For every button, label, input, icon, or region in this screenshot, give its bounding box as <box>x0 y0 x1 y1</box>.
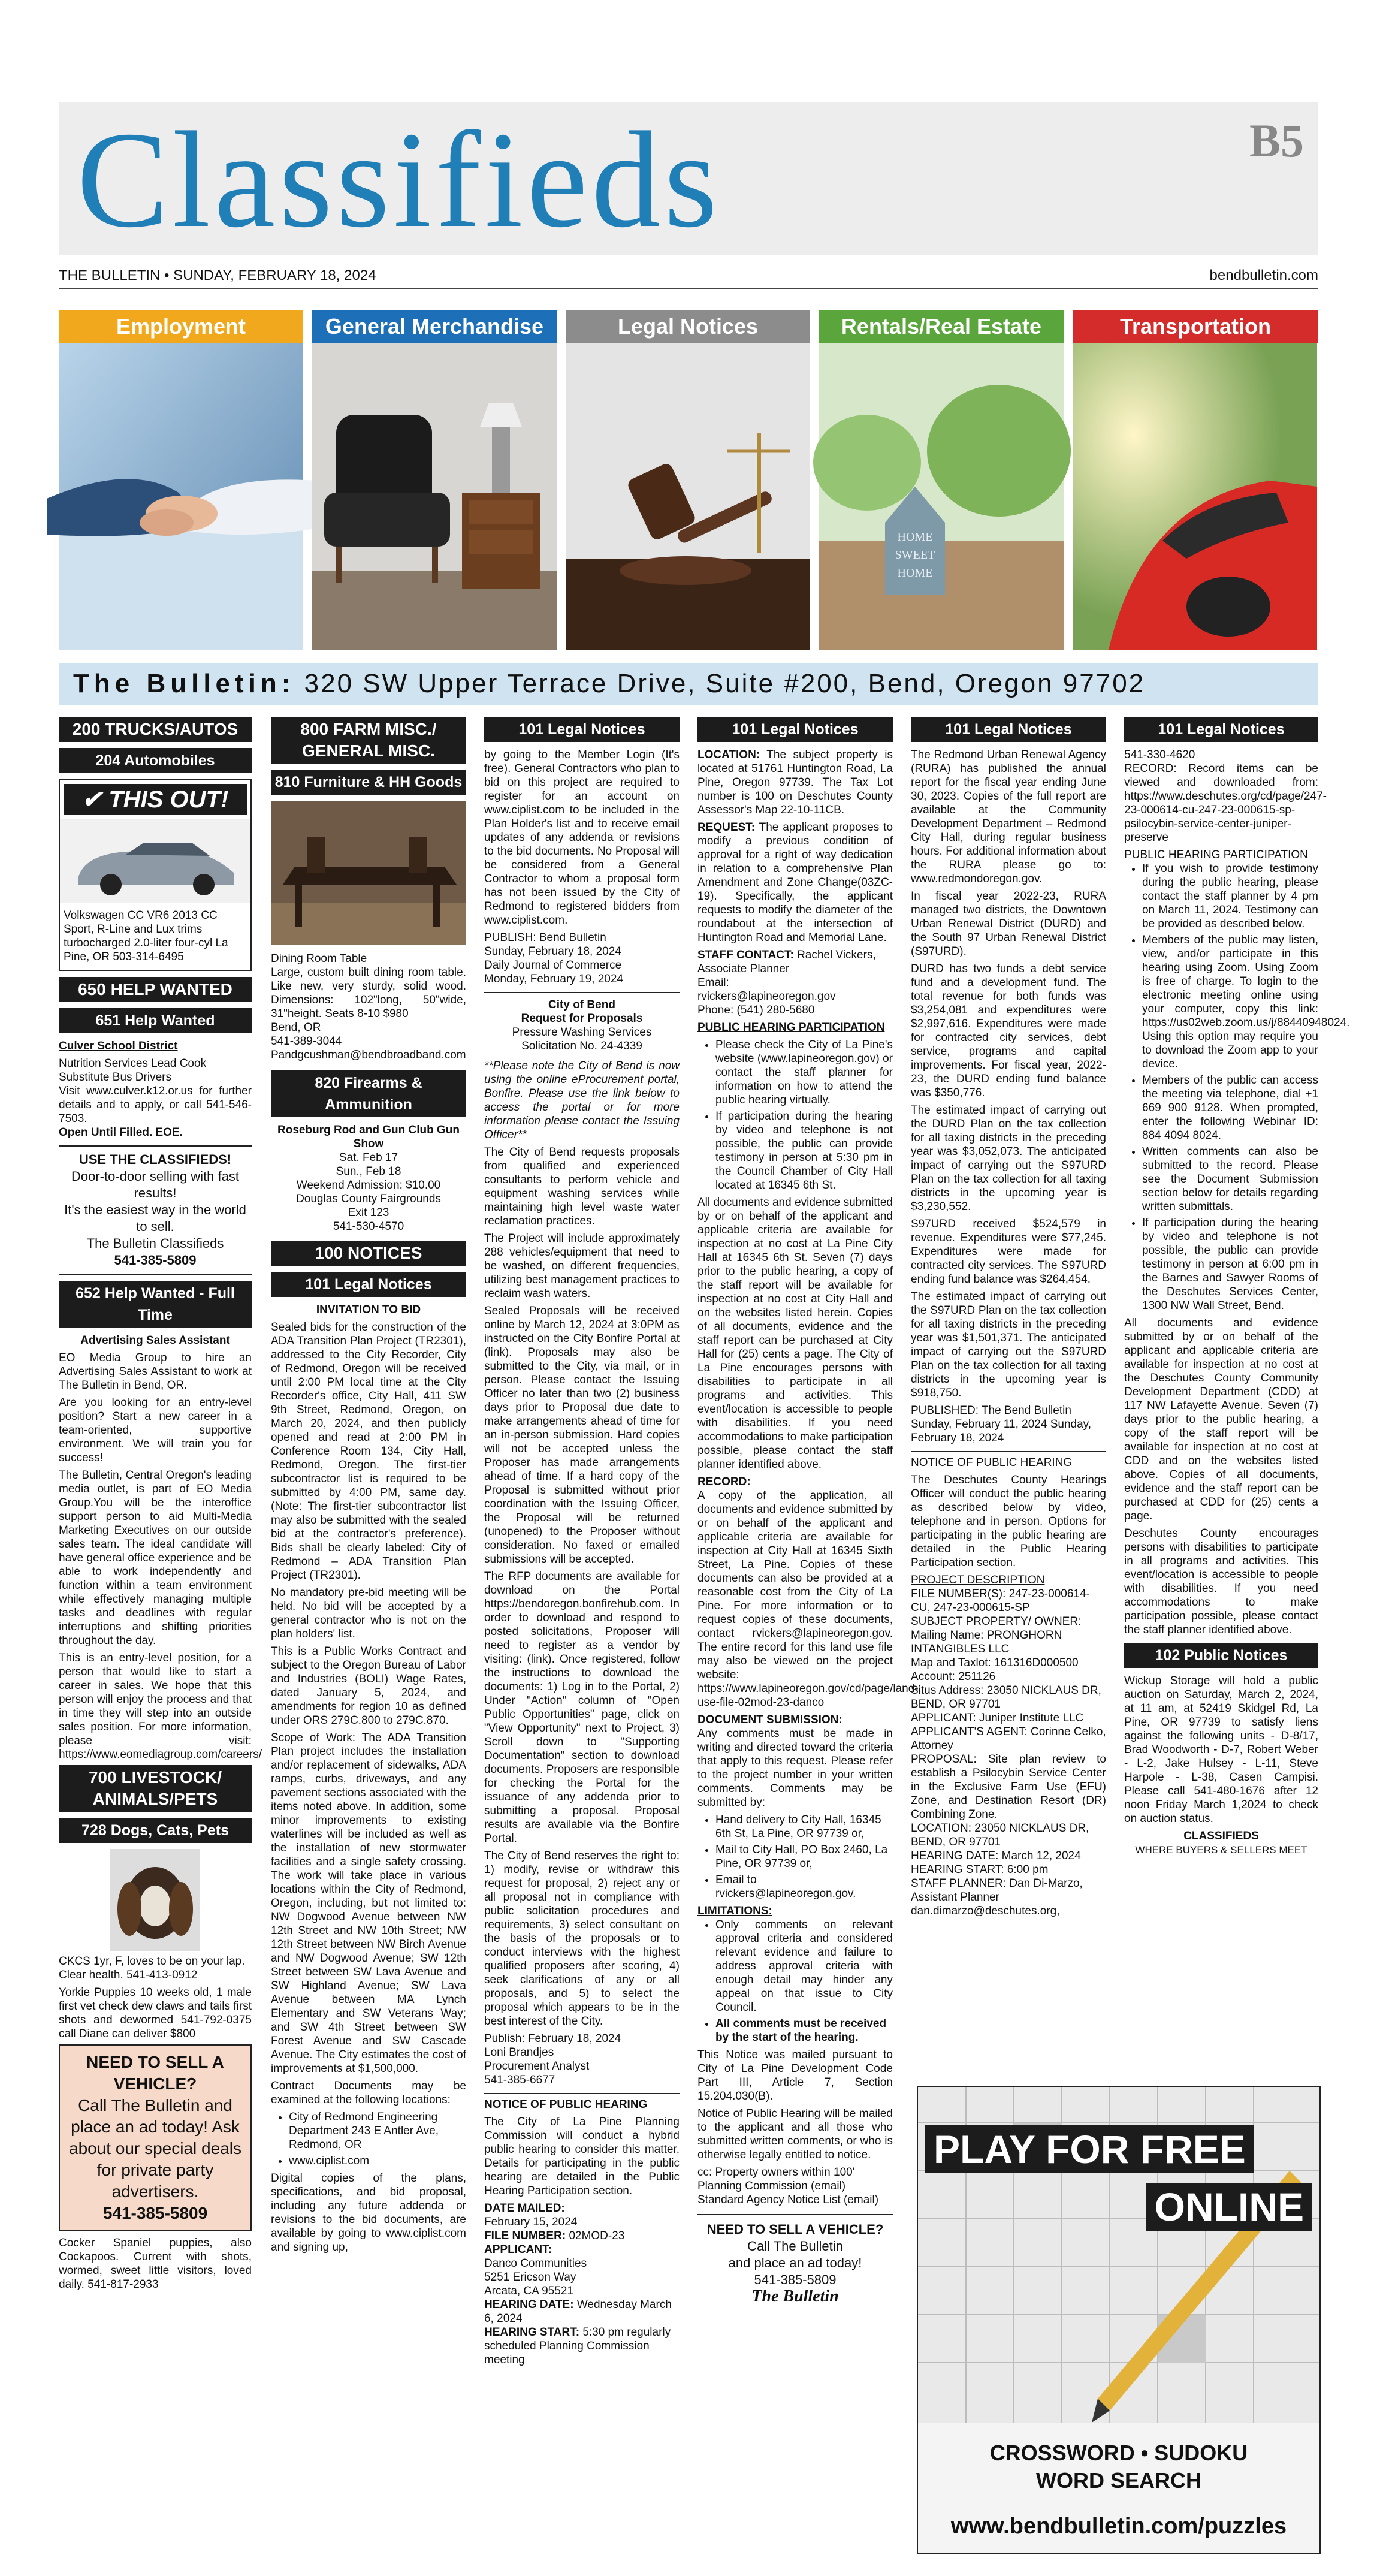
situs-address: Situs Address: 23050 NICKLAUS DR, BEND, OR 97701 <box>911 1684 1101 1711</box>
use-classifieds-phone: 541-385-5809 <box>114 1253 197 1268</box>
heading-firearms: 820 Firearms & Ammunition <box>271 1070 466 1117</box>
svg-text:SWEET: SWEET <box>895 548 935 562</box>
deschutes-hearing-intro: The Deschutes County Hearings Officer will conduct the public hearing as described below by video, telephone and in person. Options for participating in the public hearing are detailed in the Public Hearing Participation section. <box>911 1474 1106 1569</box>
staff-contact-label: STAFF CONTACT: <box>697 949 794 961</box>
gun-show-phone: 541-530-4570 <box>333 1220 404 1233</box>
category-label: Legal Notices <box>566 310 810 343</box>
puzzle-promo[interactable] <box>917 2086 1321 2554</box>
request-label: REQUEST: <box>697 821 756 834</box>
table-phone: 541-389-3044 <box>271 1035 342 1048</box>
rfp-publish: Publish: February 18, 2024 <box>484 2032 621 2045</box>
participation-list <box>697 1038 893 1192</box>
hearing-intro: The City of La Pine Planning Commission will conduct a hybrid public hearing to consider this matter. Details for participating in the public hearing are detailed in the Public Hearing Participation section. <box>484 2116 680 2197</box>
address-brand: The Bulletin: <box>73 669 295 698</box>
map-taxlot: Map and Taxlot: 161316D000500 <box>911 1657 1079 1669</box>
ckcs-ad: CKCS 1yr, F, loves to be on your lap. Clear health. 541-413-0912 <box>59 1955 245 1981</box>
bid-p2: No mandatory pre-bid meeting will be held. No bid will be accepted by a general contractor who is not on the plan holders' list. <box>271 1586 466 1640</box>
rfp-note: **Please note the City of Bend is now using the online eProcurement portal, Bonfire. Please use the link below to access the portal or for more information please contact the Issuing Officer** <box>484 1060 680 1141</box>
category-label: General Merchandise <box>312 310 557 343</box>
category-employment[interactable] <box>59 310 303 650</box>
evidence-text: All documents and evidence submitted by or on behalf of the applicant and applicable criteria are available for inspection at no cost at La Pine City Hall at 16345 6th St. Seven (7) days prior to the public hearing, a copy of the staff report will be available for inspection at no cost at City Hall and on the websites listed herein. Copies of all documents, evidence and the staff report can be purchased at City Hall for (25) cents a page. The City of La Pine encourages persons with disabilities to participate in all programs and activities. This event/location is accessible to people with disabilities. If you need accommodations to make participation possible, please contact the staff planner identified above. <box>697 1196 893 1471</box>
need-to-sell-ad[interactable] <box>697 2214 893 2305</box>
applicant-1: Danco Communities <box>484 2257 587 2270</box>
deschutes-evidence: All documents and evidence submitted by or on behalf of the applicant and applicable criteria are available for inspection at no cost at the Deschutes County Community Development Department (CDD) at 117 NW Lafayette Avenue. Seven (7) days prior to the public hearing, a copy of the staff report will be available for inspection at no cost at CDD and on the websites listed above. Copies of all documents, evidence and the staff report can be purchased at CDD for (25) cents a page. <box>1124 1317 1318 1522</box>
culver-eoe: Open Until Filled. EOE. <box>59 1126 183 1139</box>
sell-vehicle-ad[interactable] <box>59 2044 252 2231</box>
staff-email[interactable]: dan.dimarzo@deschutes.org, <box>911 1905 1060 1917</box>
rfp-title: Request for Proposals <box>521 1012 643 1025</box>
phone-value: Phone: (541) 280-5680 <box>697 1004 815 1016</box>
heading-public-notices: 102 Public Notices <box>1124 1643 1318 1668</box>
gun-show-admission: Weekend Admission: $10.00 <box>296 1179 441 1192</box>
ad-sales-p3: The Bulletin, Central Oregon's leading media outlet, is part of EO Media Group.You will be the interoffice support person to aid Multi-Media Marketing Executives on our outside sales team. The ideal candidate will have general office experience and be able to work independently and function within a team environment while effectively managing multiple tasks and deadlines with regular interruptions and shifting priorities throughout the day. <box>59 1469 252 1647</box>
record-heading: RECORD: <box>697 1476 751 1488</box>
heading-legal-notices: 101 Legal Notices <box>484 717 680 742</box>
staff-planner: STAFF PLANNER: Dan Di-Marzo, Assistant Planner <box>911 1877 1083 1904</box>
deschutes-participation-5: • If participation during the hearing by video and telephone is not possible, the public can provide testimony in person at 6:00 pm in the Barnes and Sawyer Rooms of the Deschutes Services Center, 1300 NW Wall Street, Bend. <box>1142 1216 1318 1313</box>
table-city: Bend, OR <box>271 1021 321 1034</box>
cc-note: cc: Property owners within 100' Planning Commission (email) Standard Agency Notice List (email) <box>697 2166 879 2206</box>
email-value[interactable]: rvickers@lapineoregon.gov <box>697 990 836 1003</box>
publish-line-4: Monday, February 19, 2024 <box>484 973 624 985</box>
bid-p1: Sealed bids for the construction of the ADA Transition Plan Project (TR2301), addressed to the City Recorder, City of Redmond, Oregon will be received until 2:00 PM local time at the City Recorder's office, City Hall, 411 SW 9th Street, Redmond, Oregon, on March 20, 2024, and then publicly opened and read at 2:00 PM in Conference Room 134, City Hall, Redmond, Oregon. The first-tier subcontractor list is required to be submitted by 4:00 PM, same day. (Note: The first-tier subcontractor list may also be submitted with the sealed bid at the contractor's preference). Bids shall be clearly labeled: City of Redmond – ADA Transition Plan Project (TR2301). <box>271 1321 466 1582</box>
date-mailed-value: February 15, 2024 <box>484 2216 578 2228</box>
heading-legal-notices: 101 Legal Notices <box>271 1272 466 1297</box>
use-classifieds-line-2: Door-to-door selling with fast results! <box>71 1169 239 1200</box>
sell-vehicle-title: NEED TO SELL A VEHICLE? <box>86 2053 224 2093</box>
address-text: 320 SW Upper Terrace Drive, Suite #200, Bend, Oregon 97702 <box>304 669 1146 698</box>
home-sign-photo-icon <box>819 343 1064 650</box>
rfp-p9: The RFP documents are available for download on the Portal https://bendoregon.bonfirehub.com. In order to download and respond to posted solicitations, Proposer will need to register as a vendor by visiting: (link). Once registered, follow the instructions to download the documents: 1) Log in to the Portal, 2) Under "Action" column of "Open Public Opportunities" page, click on "View Opportunity" next to Project, 3) Scroll down to "Supporting Documentation" section to download documents. Proposers are responsible for checking the Portal for the issuance of any addenda prior to submitting a proposal. Proposal results are available via the Bonfire Portal. <box>484 1570 680 1845</box>
use-classifieds-title: USE THE CLASSIFIEDS! <box>78 1152 232 1167</box>
bid-p5: Contract Documents may be examined at the following locations: <box>271 2080 466 2106</box>
classifieds-footer-tagline: WHERE BUYERS & SELLERS MEET <box>1135 1844 1307 1856</box>
document-submission-text: Any comments must be made in writing and directed toward the criteria that apply to this request. Please refer to the project number in your written comments. Comments may be submitted by: <box>697 1727 893 1809</box>
bid-p3: This is a Public Works Contract and subject to the Oregon Bureau of Labor and Industries (BOLI) Wage Rates, dated January 5, 2024, and amendments for region 10 as defined under ORS 279C.800 to 279C.870. <box>271 1645 466 1727</box>
bid-locations <box>271 2110 466 2168</box>
publish-line-3: Daily Journal of Commerce <box>484 959 622 972</box>
email-label: Email: <box>697 976 729 989</box>
culver-title: Culver School District <box>59 1040 178 1052</box>
heading-automobiles: 204 Automobiles <box>59 748 252 773</box>
column-6 <box>1124 717 1350 2077</box>
category-rentals-real-estate[interactable] <box>819 310 1064 650</box>
limitation-2: • All comments must be received by the start of the hearing. <box>715 2017 893 2044</box>
table-email[interactable]: Pandgcushman@bendbroadband.com <box>271 1049 466 1061</box>
gun-show-ad <box>271 1123 466 1233</box>
document-submission-heading: DOCUMENT SUBMISSION: <box>697 1714 842 1726</box>
heading-notices: 100 NOTICES <box>271 1241 466 1266</box>
rura-p3: DURD has two funds a debt service fund and a development fund. The total revenue for both funds was $3,254,081 and expenditures were $2,997,616. Expenditures were made for contracted city services, debt service, programs and capital improvements. For fiscal year, 2022-23, the DURD ending fund balance was $350,776. <box>911 963 1106 1099</box>
rura-p5: S97URD received $524,579 in revenue. Expenditures were $77,245. Expenditures were made for contracted city services. The S97URD ending fund balance was $264,454. <box>911 1218 1106 1286</box>
sell-vehicle-text: Call The Bulletin and place an ad today! Ask about our special deals for private party advertisers. <box>69 2096 241 2201</box>
svg-text:HOME: HOME <box>897 566 933 580</box>
rura-p4: The estimated impact of carrying out the DURD Plan on the tax collection for all taxing districts in the preceding year was $3,052,073. The anticipated impact of carrying out the S97URD Plan on the tax collection for all taxing districts in the upcoming year is $3,230,552. <box>911 1104 1106 1213</box>
deschutes-hearing-title: NOTICE OF PUBLIC HEARING <box>911 1456 1073 1469</box>
project-description-heading: PROJECT DESCRIPTION <box>911 1574 1045 1586</box>
dateline <box>59 264 1318 289</box>
section-title: Classifieds <box>77 103 721 256</box>
file-numbers: FILE NUMBER(S): 247-23-000614-CU, 247-23-000615-SP <box>911 1588 1090 1614</box>
auction-notice: Wickup Storage will hold a public auction on Saturday, March 2, 2024, at 11 am, at 52419 Skidgel Rd, La Pine, OR 97739 to satisfy liens against the following units - D-8/17, Brad Woodworth - D-7, Robert Weber - L-2, Jake Hulsey - L-11, Steve Harpole - L-38, Casen Campisi. Please call 541-480-1676 after 12 noon Friday March 1,2024 to check on auction status. <box>1124 1675 1318 1825</box>
car-photo-icon <box>60 819 250 903</box>
rfp-contact-name: Loni Brandjes <box>484 2046 554 2059</box>
sell-vehicle-phone: 541-385-5809 <box>102 2204 208 2222</box>
armchair-photo-icon <box>312 343 557 650</box>
rura-p2: In fiscal year 2022-23, RURA managed two districts, the Downtown Urban Renewal District (DURD) and the South 97 Urban Renewal District (S97URD). <box>911 890 1106 958</box>
hearing-title: NOTICE OF PUBLIC HEARING <box>484 2098 648 2111</box>
rfp-contact-phone: 541-385-6677 <box>484 2074 555 2086</box>
hearing-date-label: HEARING DATE: <box>484 2299 574 2311</box>
masthead <box>59 102 1318 255</box>
address-bar <box>59 663 1318 705</box>
cocker-ad: Cocker Spaniel puppies, also Cockapoos. Current with shots, wormed, sweet little visitors, loved daily. 541-817-2933 <box>59 2237 252 2291</box>
hearing-start-value: 5:30 pm regularly scheduled Planning Commission meeting <box>484 2326 671 2366</box>
heading-651-help-wanted: 651 Help Wanted <box>59 1008 252 1033</box>
play-free-line-1: PLAY FOR FREE <box>925 2125 1254 2173</box>
heading-legal-notices: 101 Legal Notices <box>911 717 1106 742</box>
culver-job-1: Nutrition Services Lead Cook <box>59 1057 207 1070</box>
need-to-sell-line-3: and place an ad today! <box>728 2255 862 2270</box>
bid-continued: by going to the Member Login (It's free). General Contractors who plan to bid on this project are required to register for an account on www.ciplist.com to be included in the Plan Holder's list and to receive email updates of any addenda or revisions to the bid documents. No Proposal will be considered from a General Contractor to whom a proposal form has not been issued by the City of Redmond to registered bidders from www.ciplist.com. <box>484 749 680 927</box>
puzzle-games-line-2: WORD SEARCH <box>1036 2468 1201 2493</box>
limitations-list <box>697 1918 893 2044</box>
deschutes-accessibility: Deschutes County encourages persons with disabilities to participate in all programs and activities. This event/location is accessible to people with disabilities. If you need accommodations to make participation possible, please contact the staff planner identified above. <box>1124 1527 1318 1636</box>
deschutes-participation-4: • Written comments can also be submitted to the record. Please see the Document Submission section below for details regarding written submittals. <box>1142 1145 1318 1214</box>
submission-1: • Hand delivery to City Hall, 16345 6th St, La Pine, OR 97739 or, <box>715 1813 893 1841</box>
heading-full-time: 652 Help Wanted - Full Time <box>59 1281 252 1328</box>
page-number: B5 <box>1249 114 1304 167</box>
classifieds-footer <box>1124 1829 1318 1857</box>
rura-p6: The estimated impact of carrying out the S97URD Plan on the tax collection for all taxing districts in the preceding year was $1,501,371. The anticipated impact of carrying out the S97URD Plan on the tax collection for all taxing districts in the upcoming year is $918,750. <box>911 1290 1106 1399</box>
deschutes-record[interactable]: RECORD: Record items can be viewed and downloaded from: https://www.deschutes.org/cd/page/247-23-000614-cu-247-23-000615-sp-psilocybin-service-center-juniper-preserve <box>1124 762 1327 844</box>
applicant-3: Arcata, CA 95521 <box>484 2285 573 2297</box>
mailing-note: This Notice was mailed pursuant to City of La Pine Development Code Part III, Article 7, Section 15.204.030(B). <box>697 2049 893 2103</box>
bid-title: INVITATION TO BID <box>316 1304 421 1316</box>
puzzle-games-line-1: CROSSWORD • SUDOKU <box>989 2441 1248 2465</box>
heading-farm-misc: 800 FARM MISC./ GENERAL MISC. <box>271 717 466 764</box>
file-number-value: 02MOD-23 <box>569 2230 625 2242</box>
category-transportation[interactable] <box>1073 310 1318 650</box>
location-label: LOCATION: <box>697 749 760 761</box>
hearing-date-value: Wednesday March 6, 2024 <box>484 2299 672 2325</box>
category-label: Rentals/Real Estate <box>819 310 1064 343</box>
rfp-solicitation: Solicitation No. 24-4339 <box>521 1040 642 1052</box>
car-photo-icon <box>1073 343 1317 650</box>
gun-show-sat: Sat. Feb 17 <box>339 1151 398 1164</box>
rfp-p8: Sealed Proposals will be received online by March 12, 2024 at 3:0PM as instructed on the City Bonfire Portal at (link). Proposals may also be submitted to the City, via mail, or in person. Please contact the Issuing Officer no later than two (2) business days prior to Proposal due date to make arrangements ahead of time for an in-person submission. Hard copies will not be accepted unless the Proposer has made arrangements ahead of time. If a hard copy of the Proposal is submitted without prior coordination with the Issuing Officer, the Proposal will be returned (unopened) to the Proposer without consideration. No faxed or emailed submissions will be accepted. <box>484 1305 680 1565</box>
category-label: Employment <box>59 310 303 343</box>
staff-contact-value: Rachel Vickers, Associate Planner <box>697 949 876 975</box>
need-to-sell-line-2: Call The Bulletin <box>747 2239 843 2254</box>
ad-sales-p1: EO Media Group to hire an Advertising Sales Assistant to work at The Bulletin in Bend, OR. <box>59 1352 252 1392</box>
car-ad-text: Volkswagen CC VR6 2013 CC Sport, R-Line and Lux trims turbocharged 2.0-liter four-cyl La Pine, OR 503-314-6495 <box>64 909 228 963</box>
gun-show-sun: Sun., Feb 18 <box>336 1165 401 1178</box>
deschutes-participation-list <box>1124 862 1350 1313</box>
use-classifieds-line-4: The Bulletin Classifieds <box>86 1236 224 1251</box>
use-classifieds-ad <box>59 1145 252 1275</box>
handshake-photo-icon <box>59 343 303 650</box>
hearing-start: HEARING START: 6:00 pm <box>911 1863 1049 1876</box>
table-title: Dining Room Table <box>271 952 367 965</box>
ad-sales-p4[interactable]: This is an entry-level position, for a person that would like to start a career in sales. We hope that this person will enjoy the process and that in time they will step into an outside sales position. For more information, please visit: https://www.eomediagroup.com/careers/ <box>59 1652 262 1761</box>
bid-p4: Scope of Work: The ADA Transition Plan project includes the installation and/or replacement of sidewalks, ADA ramps, curbs, driveways, and any pavement sections associated with the items noted above. In addition, some minor improvements to existing waterlines will be included as well as the installation of new stormwater facilities and a single safety crossing. The work will take place in various locations within the City of Redmond, Oregon, including, but not limited to: NW Dogwood Avenue between NW 12th Street and NW 10th Street; NW 12th Street between NW Birch Avenue and NW Dogwood Avenue; SW 12th Street between SW Lava Avenue and SW Highland Avenue; SW Lava Avenue between MA Lynch Elementary and SW Veterans Way; and SW 4th Street between SW Forest Avenue and SW Cascade Avenue. The City estimates the cost of improvements at $1,500,000. <box>271 1732 466 2075</box>
limitation-1: • Only comments on relevant approval criteria and considered relevant evidence and failure to address approval criteria with enough detail may hinder any appeal on that issue to City Council. <box>715 1918 893 2014</box>
heading-legal-notices: 101 Legal Notices <box>697 717 893 742</box>
heading-furniture: 810 Furniture & HH Goods <box>271 770 466 795</box>
category-legal-notices[interactable] <box>566 310 810 650</box>
applicant: APPLICANT: Juniper Institute LLC <box>911 1712 1084 1724</box>
proposal: PROPOSAL: Site plan review to establish a Psilocybin Service Center in the Exclusive Farm Use (EFU) Zone, and Destination Resort (DR) Combining Zone. <box>911 1753 1106 1821</box>
site-link[interactable]: bendbulletin.com <box>1209 267 1318 283</box>
svg-text:HOME: HOME <box>897 530 933 544</box>
record-text: A copy of the application, all documents and evidence submitted by or on behalf of the applicant and applicable criteria are available for inspection at City Hall at 16345 Sixth Street, La Pine. Copies of these documents can also be provided at a reasonable cost from the City of La Pine. For more information or to request copies of these documents, contact rvickers@lapineoregon.gov. The entire record for this land use file may also be viewed on the project website: https://www.lapineoregon.gov/cd/page/land-use-file-02mod-23-danco <box>697 1489 919 1709</box>
column-4 <box>697 717 919 2551</box>
heading-help-wanted: 650 HELP WANTED <box>59 977 252 1002</box>
column-1 <box>59 717 262 2551</box>
rfp-header <box>484 992 680 1053</box>
submission-list <box>697 1813 893 1901</box>
hearing-date: HEARING DATE: March 12, 2024 <box>911 1850 1081 1862</box>
dog-photo-icon <box>59 1849 252 1951</box>
heading-dogs-cats: 728 Dogs, Cats, Pets <box>59 1818 252 1843</box>
deschutes-participation-1: • If you wish to provide testimony during the public hearing, please contact the staff planner by 4 pm on March 11, 2024. Testimony can be provided as described below. <box>1142 862 1318 931</box>
gun-show-title: Roseburg Rod and Gun Club Gun Show <box>277 1124 460 1150</box>
location-value: The subject property is located at 51761 Huntington Road, La Pine, Oregon 97739. The Tax Lot number is 100 on Deschutes County Assessor's Map 22-10-11CB. <box>697 749 893 816</box>
date-mailed-label: DATE MAILED: <box>484 2202 565 2215</box>
column-3 <box>484 717 680 2551</box>
ad-sales-p2: Are you looking for an entry-level position? Start a new career in a team-oriented, supportive environment. We will train you for success! <box>59 1396 252 1464</box>
request-value: The applicant proposes to modify a previous condition of approval for a right of way dedication in relation to a comprehensive Plan Amendment and Zone Change(03ZC-19). Specifically, the applicant requests to modify the diameter of the roundabout at the intersection of Huntington Road and Memorial Lane. <box>697 821 893 944</box>
rfp-p10: The City of Bend reserves the right to: 1) modify, revise or withdraw this request for proposal, 2) reject any or all proposal not in compliance with public solicitation procedures and requirements, 3) select consultant on the basis of the proposals or to conduct interviews with the highest qualified proposers after scoring, 4) seek clarifications of any or all proposals, and 5) to select the proposal which appears to be in the best interest of the City. <box>484 1850 680 2028</box>
submission-2: • Mail to City Hall, PO Box 2460, La Pine, OR 97739 or, <box>715 1843 893 1871</box>
culver-apply[interactable]: Visit www.culver.k12.or.us for further details and to apply, or call 541-546-7503. <box>59 1085 252 1125</box>
applicant-label: APPLICANT: <box>484 2243 552 2256</box>
limitations-heading: LIMITATIONS: <box>697 1905 772 1917</box>
bid-location-1: • City of Redmond Engineering Department 243 E Antler Ave, Redmond, OR <box>289 2110 466 2152</box>
account: Account: 251126 <box>911 1670 996 1683</box>
rfp-city: City of Bend <box>548 999 615 1011</box>
puzzle-url-link[interactable]: www.bendbulletin.com/puzzles <box>950 2514 1287 2539</box>
rfp-p6: The City of Bend requests proposals from qualified and experienced consultants to perform vehicle and equipment washing services while maintaining high level waste water reclamation practices. <box>484 1146 680 1227</box>
car-ad[interactable] <box>59 779 252 971</box>
yorkie-ad: Yorkie Puppies 10 weeks old, 1 male first vet check dew claws and tails first shots and dewormed 541-792-0375 call Diane can deliver $800 <box>59 1986 252 2040</box>
applicant-2: 5251 Ericson Way <box>484 2271 576 2284</box>
participation-1: • Please check the City of La Pine's website (www.lapineoregon.gov) or contact the staff planner for information on how to attend the public hearing virtually. <box>715 1038 893 1107</box>
heading-legal-notices: 101 Legal Notices <box>1124 717 1318 742</box>
table-photo-icon <box>271 801 466 945</box>
bid-p6: Digital copies of the plans, specifications, and bid proposal, including any future addenda or revisions to the bid documents, are available by going to www.ciplist.com and signing up, <box>271 2172 466 2254</box>
publish-line-2: Sunday, February 18, 2024 <box>484 945 621 958</box>
table-desc: Large, custom built dining room table. Like new, very sturdy, solid wood. Dimensions: 102"long, 50"wide, 31"height. Seats 8-10 $980 <box>271 966 466 1020</box>
use-classifieds-line-3: It's the easiest way in the world to sell. <box>64 1202 246 1234</box>
participation-heading: PUBLIC HEARING PARTICIPATION <box>697 1021 885 1034</box>
culver-job-2: Substitute Bus Drivers <box>59 1071 171 1084</box>
heading-livestock: 700 LIVESTOCK/ ANIMALS/PETS <box>59 1765 252 1812</box>
deschutes-participation-3: • Members of the public can access the meeting via telephone, dial +1 669 900 9128. When prompted, enter the following Webinar ID: 884 4094 8024. <box>1142 1073 1318 1142</box>
bid-location-2[interactable]: • www.ciplist.com <box>289 2154 466 2168</box>
dateline-text: THE BULLETIN • SUNDAY, FEBRUARY 18, 2024 <box>59 267 376 283</box>
ad-sales-title: Advertising Sales Assistant <box>80 1334 230 1347</box>
file-number-label: FILE NUMBER: <box>484 2230 566 2242</box>
play-free-line-2: ONLINE <box>1146 2183 1312 2231</box>
category-label: Transportation <box>1073 310 1318 343</box>
category-general-merchandise[interactable] <box>312 310 557 650</box>
subject-property: SUBJECT PROPERTY/ OWNER: Mailing Name: PRONGHORN INTANGIBLES LLC <box>911 1615 1082 1655</box>
rura-p1: The Redmond Urban Renewal Agency (RURA) has published the annual report for the fiscal year ending June 30, 2023. Copies of the full report are available at the Community Development Department – Redmond City Hall, during regular business hours. For additional information about the RURA please go to: www.redmondoregon.gov. <box>911 749 1106 885</box>
rura-published: PUBLISHED: The Bend Bulletin Sunday, February 11, 2024 Sunday, February 18, 2024 <box>911 1404 1092 1444</box>
publish-line-1: PUBLISH: Bend Bulletin <box>484 931 606 944</box>
need-to-sell-title: NEED TO SELL A VEHICLE? <box>706 2222 884 2237</box>
heading-trucks-autos: 200 TRUCKS/AUTOS <box>59 717 252 742</box>
rfp-p7: The Project will include approximately 288 vehicles/equipment that need to be washed, on different frequencies, utilizing best management practices to reclaim wash waters. <box>484 1232 680 1300</box>
deschutes-phone: 541-330-4620 <box>1124 749 1195 761</box>
hearing-start-label: HEARING START: <box>484 2326 580 2339</box>
gun-show-exit: Exit 123 <box>348 1206 389 1219</box>
classifieds-footer-title: CLASSIFIEDS <box>1183 1830 1259 1842</box>
submission-3: • Email to rvickers@lapineoregon.gov. <box>715 1873 893 1901</box>
column-2 <box>271 717 466 2551</box>
gun-show-venue: Douglas County Fairgrounds <box>296 1193 441 1205</box>
rfp-contact-title: Procurement Analyst <box>484 2060 590 2073</box>
participation-2: • If participation during the hearing by video and telephone is not possible, the public can provide testimony in person at 5:30 pm in the Council Chamber of City Hall located at 16345 6th St. <box>715 1109 893 1192</box>
need-to-sell-brand: The Bulletin <box>751 2287 839 2306</box>
deschutes-participation-heading: PUBLIC HEARING PARTICIPATION <box>1124 849 1308 861</box>
deschutes-participation-2: • Members of the public may listen, view, and/or participate in this hearing using Zoom. Using Zoom is free of charge. To login to the electronic meeting online using your computer, copy this link: https://us02web.zoom.us/j/88440948024. Using this option may require you to download the Zoom app to your device. <box>1142 933 1318 1071</box>
notice-note: Notice of Public Hearing will be mailed to the applicant and all those who submitted written comments, or who is otherwise legally entitled to notice. <box>697 2107 893 2161</box>
rfp-service: Pressure Washing Services <box>512 1026 652 1039</box>
category-strip <box>59 310 1318 650</box>
need-to-sell-phone: 541-385-5809 <box>754 2272 837 2287</box>
location: LOCATION: 23050 NICKLAUS DR, BEND, OR 97701 <box>911 1822 1089 1848</box>
gavel-photo-icon <box>566 343 810 650</box>
check-this-out-banner: ✔ THIS OUT! <box>64 784 247 815</box>
applicant-agent: APPLICANT'S AGENT: Corinne Celko, Attorney <box>911 1726 1106 1752</box>
